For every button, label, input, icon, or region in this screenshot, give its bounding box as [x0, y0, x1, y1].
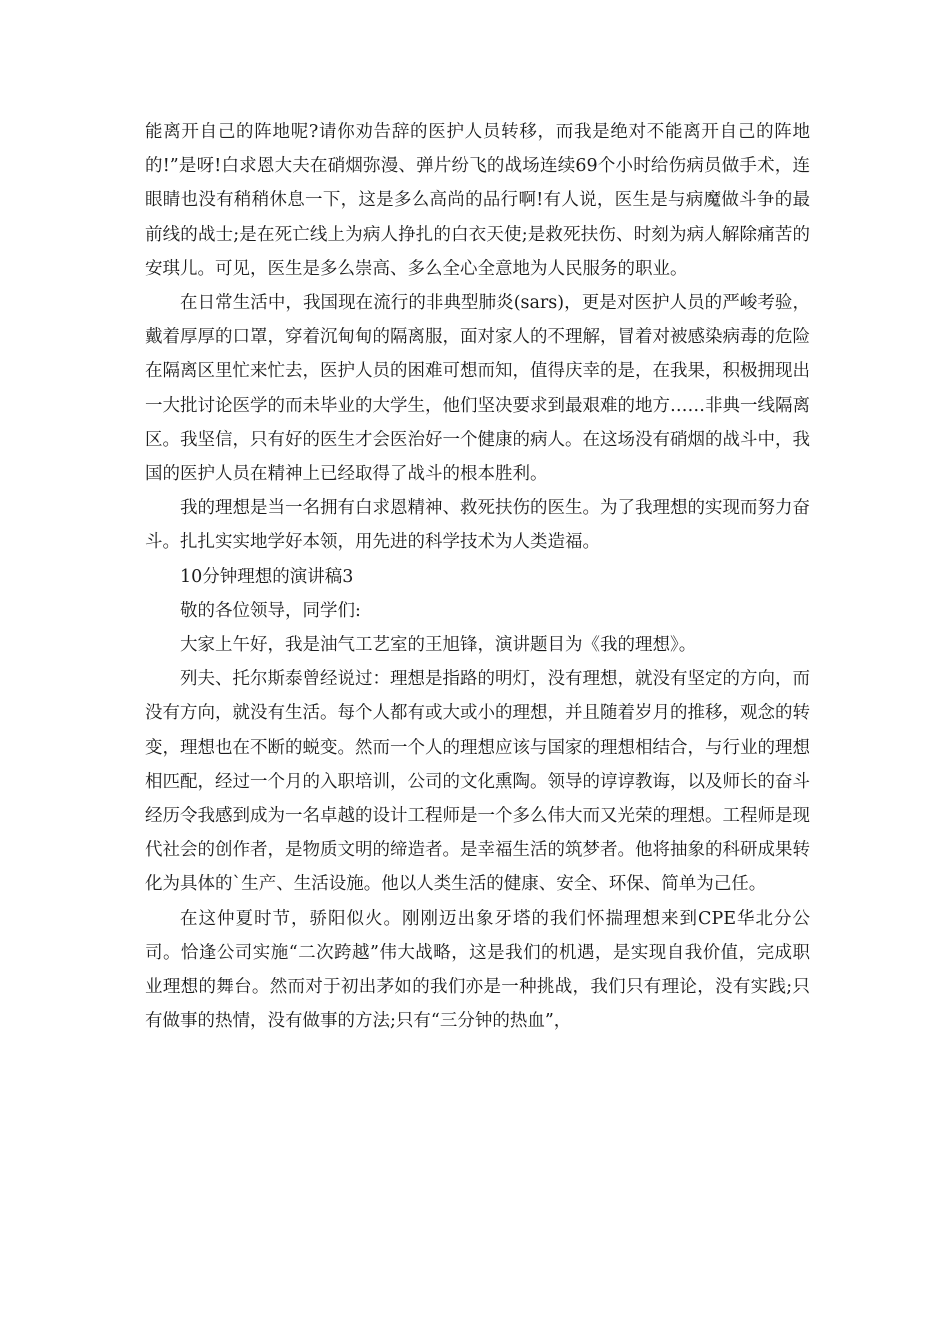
paragraph-5: 在这仲夏时节，骄阳似火。刚刚迈出象牙塔的我们怀揣理想来到CPE华北分公司。恰逢公司实施“二次跨越”伟大战略，这是我们的机遇，是实现自我价值，完成职业理想的舞台。然而对于初出茅如的我们亦是一种挑战，我们只有理论，没有实践;只有做事的热情，没有做事的方法;只有“三分钟的热血”，: [145, 908, 810, 1032]
document-body: [145, 115, 810, 1038]
section-heading: 10分钟理想的演讲稿3: [180, 566, 354, 587]
paragraph-1: 能离开自己的阵地呢?请你劝告辞的医护人员转移，而我是绝对不能离开自己的阵地的!”是呀!白求恩大夫在硝烟弥漫、弹片纷飞的战场连续69个小时给伤病员做手术，连眼睛也没有稍稍休息一下，这是多么高尚的品行啊!有人说，医生是与病魔做斗争的最前线的战士;是在死亡线上为病人挣扎的白衣天使;是救死扶伤、时刻为病人解除痛苦的安琪儿。可见，医生是多么崇高、多么全心全意地为人民服务的职业。: [145, 122, 810, 279]
paragraph-2: 在日常生活中，我国现在流行的非典型肺炎(sars)，更是对医护人员的严峻考验，戴着厚厚的口罩，穿着沉甸甸的隔离服，面对家人的不理解，冒着对被感染病毒的危险在隔离区里忙来忙去，医护人员的困难可想而知，值得庆幸的是，在我果，积极拥现出一大批讨论医学的而未毕业的大学生，他们坚决要求到最艰难的地方……非典一线隔离区。我坚信，只有好的医生才会医治好一个健康的病人。在这场没有硝烟的战斗中，我国的医护人员在精神上已经取得了战斗的根本胜利。: [145, 293, 810, 485]
salutation: 敬的各位领导，同学们:: [180, 600, 361, 621]
paragraph-greeting: 大家上午好，我是油气工艺室的王旭锋，演讲题目为《我的理想》。: [180, 635, 697, 656]
paragraph-3: 我的理想是当一名拥有白求恩精神、救死扶伤的医生。为了我理想的实现而努力奋斗。扎扎实实地学好本领，用先进的科学技术为人类造福。: [145, 498, 810, 553]
paragraph-4: 列夫、托尔斯泰曾经说过：理想是指路的明灯，没有理想，就没有坚定的方向，而没有方向，就没有生活。每个人都有或大或小的理想，并且随着岁月的推移，观念的转变，理想也在不断的蜕变。然而一个人的理想应该与国家的理想相结合，与行业的理想相匹配，经过一个月的入职培训，公司的文化熏陶。领导的谆谆教诲，以及师长的奋斗经历令我感到成为一名卓越的设计工程师是一个多么伟大而又光荣的理想。工程师是现代社会的创作者，是物质文明的缔造者。是幸福生活的筑梦者。他将抽象的科研成果转化为具体的`生产、生活设施。他以人类生活的健康、安全、环保、简单为己任。: [145, 669, 810, 895]
